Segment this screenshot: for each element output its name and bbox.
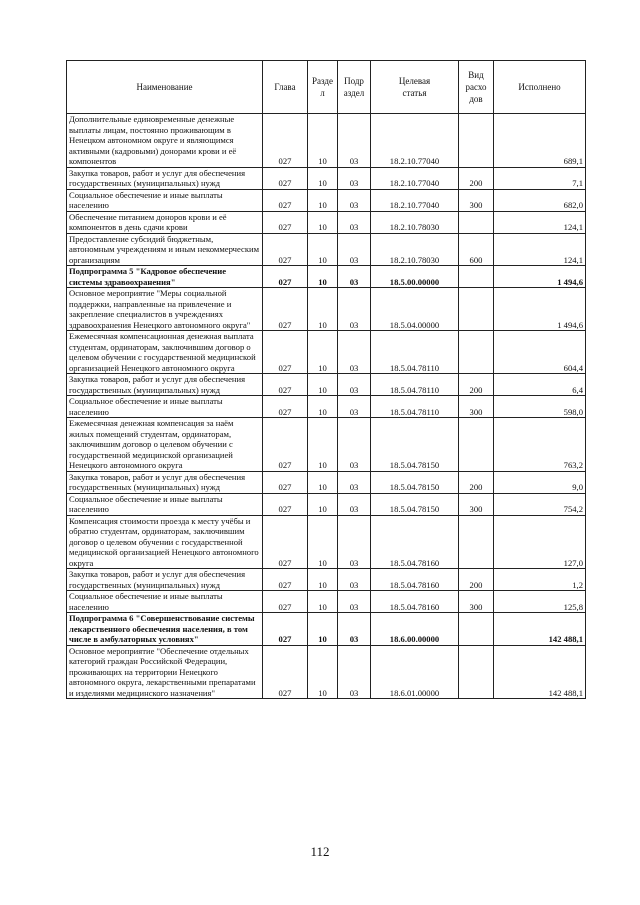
table-row — [67, 471, 586, 493]
cell-target: 18.5.04.78160 — [371, 591, 459, 613]
cell-exptype — [459, 266, 494, 288]
cell-chapter: 027 — [263, 515, 308, 569]
cell-target: 18.2.10.78030 — [371, 233, 459, 266]
cell-subsection: 03 — [338, 396, 371, 418]
cell-target: 18.2.10.77040 — [371, 189, 459, 211]
cell-subsection: 03 — [338, 266, 371, 288]
cell-target: 18.5.04.78150 — [371, 418, 459, 472]
cell-subsection: 03 — [338, 374, 371, 396]
cell-chapter: 027 — [263, 569, 308, 591]
cell-section: 10 — [308, 613, 338, 646]
table-row — [67, 331, 586, 374]
cell-executed: 142 488,1 — [494, 645, 586, 699]
cell-subsection: 03 — [338, 418, 371, 472]
cell-subsection: 03 — [338, 167, 371, 189]
table-row — [67, 288, 586, 331]
cell-name: Обеспечение питанием доноров крови и её компонентов в день сдачи крови — [67, 211, 263, 233]
budget-table — [66, 60, 586, 699]
cell-chapter: 027 — [263, 288, 308, 331]
cell-exptype: 200 — [459, 167, 494, 189]
cell-subsection: 03 — [338, 645, 371, 699]
table-row — [67, 374, 586, 396]
cell-section: 10 — [308, 233, 338, 266]
header-subsection: Подр аздел — [338, 61, 371, 114]
cell-subsection: 03 — [338, 211, 371, 233]
cell-name: Социальное обеспечение и иные выплаты населению — [67, 396, 263, 418]
cell-name: Социальное обеспечение и иные выплаты населению — [67, 591, 263, 613]
header-section: Разде л — [308, 61, 338, 114]
cell-name: Ежемесячная денежная компенсация за наём жилых помещений студентам, ординаторам, заключившим договор о целевом обучении с государственной медицинской организацией Ненецкого автономного округа — [67, 418, 263, 472]
cell-subsection: 03 — [338, 613, 371, 646]
cell-chapter: 027 — [263, 418, 308, 472]
cell-subsection: 03 — [338, 471, 371, 493]
cell-chapter: 027 — [263, 591, 308, 613]
cell-executed: 604,4 — [494, 331, 586, 374]
cell-subsection: 03 — [338, 114, 371, 168]
cell-subsection: 03 — [338, 569, 371, 591]
cell-exptype: 200 — [459, 569, 494, 591]
cell-subsection: 03 — [338, 189, 371, 211]
cell-target: 18.5.04.78110 — [371, 331, 459, 374]
cell-exptype — [459, 211, 494, 233]
header-name: Наименование — [67, 61, 263, 114]
cell-executed: 1 494,6 — [494, 288, 586, 331]
cell-target: 18.5.04.78150 — [371, 471, 459, 493]
table-row — [67, 515, 586, 569]
cell-name: Социальное обеспечение и иные выплаты населению — [67, 189, 263, 211]
cell-name: Закупка товаров, работ и услуг для обеспечения государственных (муниципальных) нужд — [67, 569, 263, 591]
cell-executed: 1,2 — [494, 569, 586, 591]
cell-executed: 142 488,1 — [494, 613, 586, 646]
cell-executed: 124,1 — [494, 211, 586, 233]
page-number: 112 — [310, 844, 330, 859]
cell-subsection: 03 — [338, 331, 371, 374]
header-executed: Исполнено — [494, 61, 586, 114]
cell-executed: 754,2 — [494, 493, 586, 515]
cell-section: 10 — [308, 167, 338, 189]
cell-section: 10 — [308, 471, 338, 493]
cell-target: 18.2.10.77040 — [371, 167, 459, 189]
table-row — [67, 396, 586, 418]
cell-target: 18.5.04.78160 — [371, 515, 459, 569]
cell-exptype — [459, 515, 494, 569]
cell-chapter: 027 — [263, 645, 308, 699]
cell-target: 18.5.04.78150 — [371, 493, 459, 515]
cell-target: 18.5.04.78160 — [371, 569, 459, 591]
cell-target: 18.5.00.00000 — [371, 266, 459, 288]
cell-target: 18.2.10.78030 — [371, 211, 459, 233]
cell-target: 18.5.04.78110 — [371, 374, 459, 396]
cell-section: 10 — [308, 331, 338, 374]
cell-exptype: 300 — [459, 493, 494, 515]
cell-chapter: 027 — [263, 471, 308, 493]
cell-name: Дополнительные единовременные денежные выплаты лицам, постоянно проживающим в Ненецком автономном округе и являющимся активными (кадровыми) донорами крови и её компонентов — [67, 114, 263, 168]
cell-section: 10 — [308, 418, 338, 472]
cell-chapter: 027 — [263, 493, 308, 515]
cell-target: 18.6.00.00000 — [371, 613, 459, 646]
cell-exptype — [459, 331, 494, 374]
header-chapter: Глава — [263, 61, 308, 114]
table-row — [67, 233, 586, 266]
cell-chapter: 027 — [263, 211, 308, 233]
cell-name: Предоставление субсидий бюджетным, автономным учреждениям и иным некоммерческим организациям — [67, 233, 263, 266]
cell-exptype — [459, 613, 494, 646]
cell-subsection: 03 — [338, 288, 371, 331]
cell-executed: 7,1 — [494, 167, 586, 189]
cell-chapter: 027 — [263, 613, 308, 646]
table-body — [67, 114, 586, 699]
cell-section: 10 — [308, 288, 338, 331]
cell-chapter: 027 — [263, 396, 308, 418]
cell-exptype — [459, 418, 494, 472]
cell-section: 10 — [308, 266, 338, 288]
table-row — [67, 266, 586, 288]
cell-target: 18.6.01.00000 — [371, 645, 459, 699]
cell-subsection: 03 — [338, 233, 371, 266]
table-row — [67, 645, 586, 699]
cell-executed: 9,0 — [494, 471, 586, 493]
cell-section: 10 — [308, 211, 338, 233]
cell-chapter: 027 — [263, 233, 308, 266]
cell-chapter: 027 — [263, 266, 308, 288]
cell-executed: 125,8 — [494, 591, 586, 613]
cell-exptype: 200 — [459, 471, 494, 493]
cell-subsection: 03 — [338, 591, 371, 613]
table-row — [67, 189, 586, 211]
cell-section: 10 — [308, 569, 338, 591]
table-row — [67, 211, 586, 233]
cell-name: Подпрограмма 5 "Кадровое обеспечение системы здравоохранения" — [67, 266, 263, 288]
cell-exptype — [459, 288, 494, 331]
cell-executed: 127,0 — [494, 515, 586, 569]
cell-executed: 124,1 — [494, 233, 586, 266]
cell-exptype — [459, 645, 494, 699]
cell-exptype: 300 — [459, 189, 494, 211]
table-row — [67, 493, 586, 515]
cell-target: 18.2.10.77040 — [371, 114, 459, 168]
header-target: Целевая статья — [371, 61, 459, 114]
cell-executed: 1 494,6 — [494, 266, 586, 288]
table-row — [67, 569, 586, 591]
cell-name: Подпрограмма 6 "Совершенствование системы лекарственного обеспечения населения, в том числе в амбулаторных условиях" — [67, 613, 263, 646]
cell-chapter: 027 — [263, 331, 308, 374]
cell-subsection: 03 — [338, 493, 371, 515]
cell-exptype: 600 — [459, 233, 494, 266]
cell-name: Ежемесячная компенсационная денежная выплата студентам, ординаторам, заключившим договор о целевом обучении с государственной медицинской организацией Ненецкого автономного округа — [67, 331, 263, 374]
cell-exptype: 200 — [459, 374, 494, 396]
cell-executed: 682,0 — [494, 189, 586, 211]
cell-section: 10 — [308, 396, 338, 418]
cell-chapter: 027 — [263, 167, 308, 189]
table-row — [67, 591, 586, 613]
cell-target: 18.5.04.00000 — [371, 288, 459, 331]
cell-executed: 689,1 — [494, 114, 586, 168]
cell-section: 10 — [308, 591, 338, 613]
cell-name: Закупка товаров, работ и услуг для обеспечения государственных (муниципальных) нужд — [67, 167, 263, 189]
cell-exptype: 300 — [459, 591, 494, 613]
cell-chapter: 027 — [263, 189, 308, 211]
cell-name: Основное мероприятие "Обеспечение отдельных категорий граждан Российской Федерации, проживающих на территории Ненецкого автономного округа, лекарственными препаратами и изделиями медицинского назначения" — [67, 645, 263, 699]
cell-chapter: 027 — [263, 114, 308, 168]
cell-target: 18.5.04.78110 — [371, 396, 459, 418]
cell-section: 10 — [308, 189, 338, 211]
cell-executed: 763,2 — [494, 418, 586, 472]
table-header-row — [67, 61, 586, 114]
cell-section: 10 — [308, 114, 338, 168]
cell-executed: 6,4 — [494, 374, 586, 396]
table-row — [67, 613, 586, 646]
cell-chapter: 027 — [263, 374, 308, 396]
cell-executed: 598,0 — [494, 396, 586, 418]
table-row — [67, 114, 586, 168]
cell-name: Закупка товаров, работ и услуг для обеспечения государственных (муниципальных) нужд — [67, 374, 263, 396]
cell-section: 10 — [308, 493, 338, 515]
cell-section: 10 — [308, 645, 338, 699]
cell-name: Основное мероприятие "Меры социальной поддержки, направленные на привлечение и закрепление специалистов в учреждениях здравоохранения Ненецкого автономного округа" — [67, 288, 263, 331]
cell-section: 10 — [308, 374, 338, 396]
cell-exptype: 300 — [459, 396, 494, 418]
table-row — [67, 418, 586, 472]
cell-name: Закупка товаров, работ и услуг для обеспечения государственных (муниципальных) нужд — [67, 471, 263, 493]
cell-name: Компенсация стоимости проезда к месту учёбы и обратно студентам, ординаторам, заключившим договор о целевом обучении с государственной медицинской организацией Ненецкого автономного округа — [67, 515, 263, 569]
table-row — [67, 167, 586, 189]
header-exptype: Вид расхо дов — [459, 61, 494, 114]
cell-name: Социальное обеспечение и иные выплаты населению — [67, 493, 263, 515]
cell-exptype — [459, 114, 494, 168]
cell-section: 10 — [308, 515, 338, 569]
cell-subsection: 03 — [338, 515, 371, 569]
